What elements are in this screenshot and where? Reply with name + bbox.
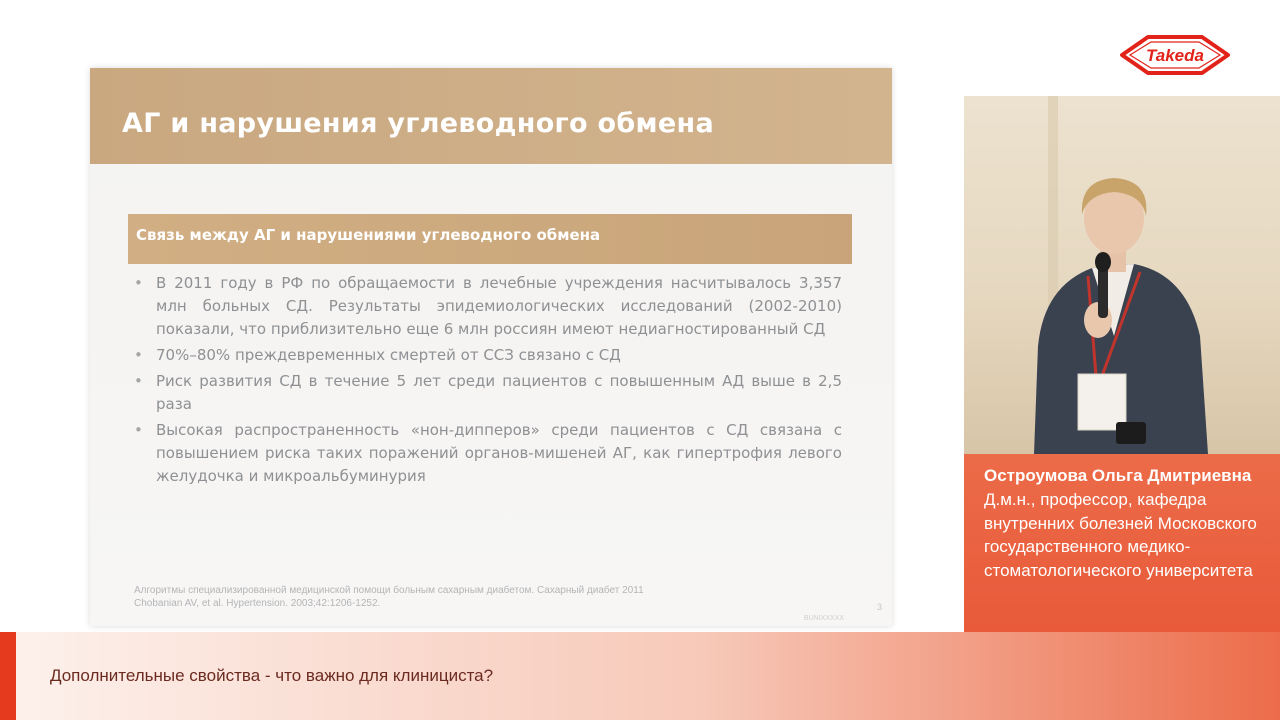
reference-item: Алгоритмы специализированной медицинской помощи больным сахарным диабетом. Сахарный диабет 2011 [134,585,644,596]
bullet-item: • Риск развития СД в течение 5 лет среди пациентов с повышенным АД выше в 2,5 раза [134,372,842,413]
reference-item: Chobanian AV, et al. Hypertension. 2003;42:1206-1252. [134,598,381,609]
slide-code: BUNIXXXXX [803,615,844,622]
bullet-icon: • [134,274,143,292]
banner-accent-bar [0,632,16,720]
speaker-title: Д.м.н., профессор, кафедра внутренних болезней Московского государственного медико-стоматологического университета [984,490,1257,580]
speaker-video [964,96,1280,454]
slide-page-number: 3 [876,602,882,612]
slide-title: АГ и нарушения углеводного обмена [122,108,714,139]
bullet-item: • В 2011 году в РФ по обращаемости в лечебные учреждения насчитывалось 3,357 млн больных СД. Результаты эпидемиологических исследований (2002-2010) показали, что приблизительно еще 6 млн россиян имеют недиагностированный СД [134,274,842,338]
section-bar [128,214,852,264]
slide-header [90,68,892,164]
bullet-list [130,272,842,491]
presentation-slide [90,68,892,626]
section-title: Связь между АГ и нарушениями углеводного обмена [136,226,601,244]
lower-banner [0,632,1280,720]
svg-text:Takeda: Takeda [1146,46,1204,65]
speaker-info-panel [964,454,1280,632]
bullet-item: • Высокая распространенность «нон-дипперов» среди пациентов с СД связана с повышением риска таких поражений органов-мишеней АГ, как гипертрофия левого желудочка и микроальбуминурия [134,421,842,485]
bullet-icon: • [134,421,143,439]
bullet-item: • 70%–80% преждевременных смертей от ССЗ связано с СД [130,344,842,367]
banner-title: Дополнительные свойства - что важно для клинициста? [50,666,494,685]
speaker-name: Остроумова Ольга Дмитриевна [984,466,1252,485]
bullet-icon: • [134,372,143,390]
bullet-icon: • [134,346,143,364]
takeda-logo [1118,34,1232,76]
speaker-figure [964,96,1280,454]
references [134,584,644,610]
